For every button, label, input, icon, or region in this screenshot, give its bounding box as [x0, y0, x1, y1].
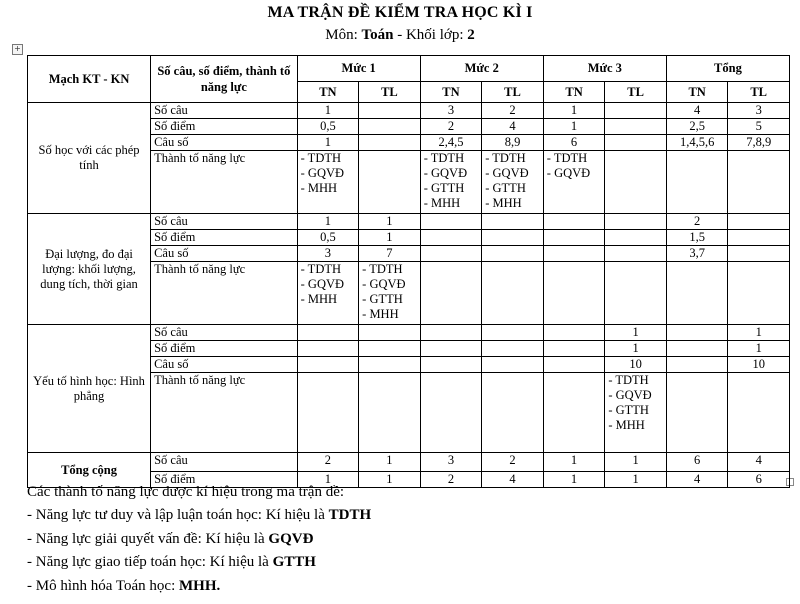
value-cell [605, 246, 667, 262]
competency-list-cell [543, 373, 605, 453]
note-code: MHH. [179, 577, 221, 594]
header-tn: TN [297, 82, 359, 103]
value-cell: 6 [543, 135, 605, 151]
value-cell: 1 [297, 472, 359, 488]
value-cell [728, 246, 790, 262]
note-text: - Năng lực giải quyết vấn đề: Kí hiệu là [27, 530, 269, 547]
value-cell: 7,8,9 [728, 135, 790, 151]
header-strand: Mạch KT - KN [28, 56, 151, 103]
value-cell [482, 246, 544, 262]
header-level-1: Mức 1 [297, 56, 420, 82]
competency-code: - GTTH [608, 403, 649, 417]
assessment-matrix-table [27, 55, 790, 488]
value-cell [605, 103, 667, 119]
value-cell: 1,4,5,6 [666, 135, 728, 151]
value-cell [482, 341, 544, 357]
value-cell [482, 325, 544, 341]
strand-cell: Đại lượng, đo đại lượng: khối lượng, dung tích, thời gian [28, 214, 151, 325]
metric-label: Số câu [151, 325, 298, 341]
value-cell: 1 [543, 453, 605, 472]
value-cell [605, 119, 667, 135]
competency-list-cell [543, 151, 605, 214]
competency-list-cell [359, 151, 421, 214]
metric-label: Số câu [151, 214, 298, 230]
header-tn: TN [543, 82, 605, 103]
value-cell: 1 [297, 135, 359, 151]
value-cell: 3 [297, 246, 359, 262]
competency-code: - TDTH [608, 373, 649, 387]
value-cell: 1 [297, 103, 359, 119]
metric-label: Thành tố năng lực [151, 373, 298, 453]
header-total: Tổng [666, 56, 789, 82]
header-tl: TL [359, 82, 421, 103]
competency-code: - TDTH [300, 151, 342, 165]
document-subtitle [0, 27, 800, 44]
value-cell: 2,4,5 [420, 135, 482, 151]
competency-list-cell [482, 262, 544, 325]
competency-list-cell [728, 262, 790, 325]
value-cell: 1 [605, 453, 667, 472]
strand-cell: Yếu tố hình học: Hình phẳng [28, 325, 151, 453]
competency-code: - MHH [485, 196, 522, 210]
value-cell [420, 230, 482, 246]
value-cell: 7 [359, 246, 421, 262]
competency-code: - GQVĐ [300, 277, 345, 291]
competency-list-cell [605, 262, 667, 325]
competency-list-cell [359, 373, 421, 453]
competency-code: - MHH [608, 418, 645, 432]
value-cell: 2,5 [666, 119, 728, 135]
value-cell: 1 [543, 103, 605, 119]
grade-label: - Khối lớp: [393, 27, 468, 43]
value-cell: 1,5 [666, 230, 728, 246]
metric-label: Thành tố năng lực [151, 262, 298, 325]
header-tn: TN [666, 82, 728, 103]
competency-list-cell [605, 151, 667, 214]
value-cell: 4 [482, 119, 544, 135]
value-cell [543, 230, 605, 246]
competency-list-cell [297, 151, 359, 214]
metric-label: Câu số [151, 135, 298, 151]
metric-label: Số điểm [151, 119, 298, 135]
metric-label: Số câu [151, 453, 298, 472]
value-cell [359, 325, 421, 341]
value-cell [482, 230, 544, 246]
value-cell: 1 [605, 472, 667, 488]
value-cell: 1 [543, 119, 605, 135]
note-code: GTTH [272, 554, 316, 571]
value-cell: 0,5 [297, 119, 359, 135]
value-cell: 4 [482, 472, 544, 488]
value-cell: 4 [728, 453, 790, 472]
total-row [28, 453, 790, 472]
competency-code: - MHH [362, 307, 399, 321]
value-cell: 2 [482, 453, 544, 472]
header-tl: TL [728, 82, 790, 103]
value-cell: 1 [297, 214, 359, 230]
value-cell: 4 [666, 472, 728, 488]
value-cell [482, 357, 544, 373]
value-cell [359, 119, 421, 135]
metric-label: Số điểm [151, 341, 298, 357]
value-cell [420, 357, 482, 373]
value-cell [605, 214, 667, 230]
competency-code: - GQVĐ [300, 166, 345, 180]
matrix-body [28, 103, 790, 488]
value-cell: 2 [420, 119, 482, 135]
note-item [27, 575, 371, 598]
value-cell: 3 [728, 103, 790, 119]
competency-list-cell [420, 151, 482, 214]
metric-label: Câu số [151, 246, 298, 262]
table-row [28, 325, 790, 341]
metric-label: Số điểm [151, 472, 298, 488]
value-cell [420, 214, 482, 230]
value-cell [359, 341, 421, 357]
table-move-handle-icon[interactable]: + [12, 44, 23, 55]
note-item [27, 551, 371, 574]
competency-code: - TDTH [423, 151, 465, 165]
competency-list-cell [728, 373, 790, 453]
value-cell: 5 [728, 119, 790, 135]
value-cell: 6 [728, 472, 790, 488]
value-cell [605, 230, 667, 246]
competency-list-cell [666, 373, 728, 453]
metric-label: Số câu [151, 103, 298, 119]
value-cell: 1 [359, 214, 421, 230]
value-cell: 2 [420, 472, 482, 488]
notes-intro: Các thành tố năng lực được kí hiệu trong ma trận đề: [27, 484, 345, 500]
value-cell [543, 325, 605, 341]
value-cell [543, 246, 605, 262]
value-cell: 2 [482, 103, 544, 119]
competency-code: - GTTH [485, 181, 526, 195]
metric-label: Thành tố năng lực [151, 151, 298, 214]
value-cell: 1 [359, 472, 421, 488]
competency-code: - TDTH [485, 151, 526, 165]
value-cell: 1 [605, 341, 667, 357]
value-cell: 1 [728, 325, 790, 341]
competency-code: - TDTH [362, 262, 403, 276]
table-row [28, 103, 790, 119]
value-cell: 1 [605, 325, 667, 341]
header-metric: Số câu, số điểm, thành tố năng lực [151, 56, 298, 103]
competency-code: - GQVĐ [423, 166, 468, 180]
competency-code: - GQVĐ [485, 166, 529, 180]
value-cell: 6 [666, 453, 728, 472]
header-tn: TN [420, 82, 482, 103]
competency-list-cell [420, 373, 482, 453]
note-item [27, 504, 371, 527]
value-cell: 1 [543, 472, 605, 488]
value-cell [605, 135, 667, 151]
value-cell [728, 214, 790, 230]
total-label: Tổng cộng [28, 453, 151, 488]
value-cell: 3,7 [666, 246, 728, 262]
competency-list-cell [359, 262, 421, 325]
competency-list-cell [605, 373, 667, 453]
value-cell [297, 341, 359, 357]
competency-code: - MHH [300, 181, 338, 195]
competency-code: - GQVĐ [608, 388, 652, 402]
competency-code: - TDTH [300, 262, 342, 276]
competency-code: - GQVĐ [362, 277, 406, 291]
value-cell [359, 103, 421, 119]
value-cell: 2 [666, 214, 728, 230]
strand-cell: Số học với các phép tính [28, 103, 151, 214]
value-cell: 1 [359, 230, 421, 246]
header-tl: TL [605, 82, 667, 103]
value-cell [543, 357, 605, 373]
table-row [28, 214, 790, 230]
competency-list-cell [297, 262, 359, 325]
competency-list-cell [666, 262, 728, 325]
note-code: TDTH [328, 507, 372, 524]
value-cell: 4 [666, 103, 728, 119]
value-cell: 1 [728, 341, 790, 357]
value-cell [728, 230, 790, 246]
competency-code: - TDTH [546, 151, 588, 165]
competency-code: - GQVĐ [546, 166, 591, 180]
note-item [27, 528, 371, 551]
metric-label: Số điểm [151, 230, 298, 246]
value-cell [543, 341, 605, 357]
value-cell [666, 357, 728, 373]
competency-code: - MHH [300, 292, 338, 306]
value-cell [666, 325, 728, 341]
header-tl: TL [482, 82, 544, 103]
value-cell [297, 357, 359, 373]
grade-value: 2 [467, 27, 475, 43]
value-cell [297, 325, 359, 341]
header-level-2: Mức 2 [420, 56, 543, 82]
note-code: GQVĐ [268, 530, 314, 547]
competency-code: - GTTH [423, 181, 465, 195]
value-cell: 1 [359, 453, 421, 472]
competency-list-cell [543, 262, 605, 325]
competency-list-cell [420, 262, 482, 325]
competency-list-cell [482, 373, 544, 453]
competency-code: - MHH [423, 196, 461, 210]
value-cell: 3 [420, 103, 482, 119]
legend-notes [27, 481, 371, 598]
value-cell [420, 325, 482, 341]
value-cell [359, 135, 421, 151]
value-cell [420, 246, 482, 262]
value-cell [543, 214, 605, 230]
value-cell [666, 341, 728, 357]
value-cell: 3 [420, 453, 482, 472]
value-cell [420, 341, 482, 357]
subject-label: Môn: [325, 27, 362, 43]
value-cell: 10 [728, 357, 790, 373]
subject-value: Toán [361, 27, 394, 43]
note-text: - Năng lực tư duy và lập luận toán học: Kí hiệu là [27, 507, 329, 524]
metric-label: Câu số [151, 357, 298, 373]
value-cell [482, 214, 544, 230]
header-level-3: Mức 3 [543, 56, 666, 82]
note-text: - Năng lực giao tiếp toán học: Kí hiệu là [27, 554, 273, 571]
header-row-levels [28, 56, 790, 82]
value-cell [359, 357, 421, 373]
competency-list-cell [666, 151, 728, 214]
note-text: - Mô hình hóa Toán học: [27, 577, 179, 594]
competency-list-cell [297, 373, 359, 453]
competency-list-cell [728, 151, 790, 214]
value-cell: 0,5 [297, 230, 359, 246]
document-title: MA TRẬN ĐỀ KIỂM TRA HỌC KÌ I [267, 4, 533, 21]
value-cell: 8,9 [482, 135, 544, 151]
competency-code: - GTTH [362, 292, 403, 306]
value-cell: 2 [297, 453, 359, 472]
value-cell: 10 [605, 357, 667, 373]
competency-list-cell [482, 151, 544, 214]
